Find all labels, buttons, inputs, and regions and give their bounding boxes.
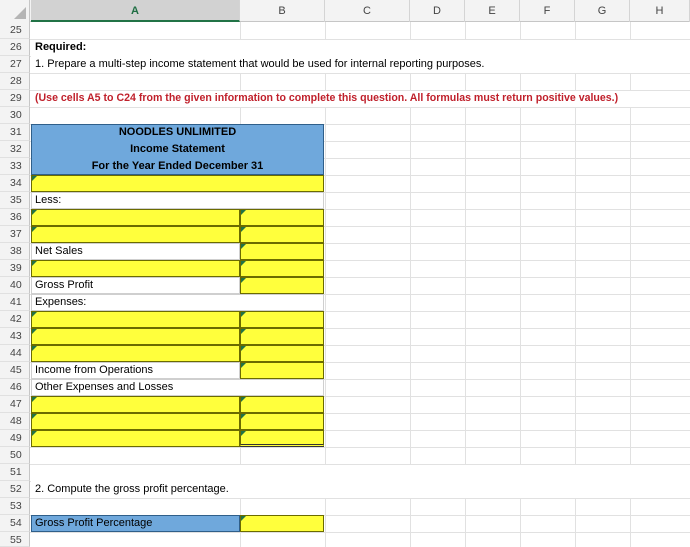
answer-cell[interactable] <box>31 311 240 328</box>
company-name: NOODLES UNLIMITED <box>118 126 237 138</box>
answer-cell[interactable] <box>240 430 324 447</box>
less-label: Less: <box>35 194 62 206</box>
column-header-a[interactable]: A <box>31 0 240 22</box>
row-header[interactable]: 30 <box>0 107 30 124</box>
statement-period: For the Year Ended December 31 <box>91 160 264 172</box>
answer-cell[interactable] <box>31 413 240 430</box>
row-header[interactable]: 29 <box>0 90 30 107</box>
select-all-corner[interactable] <box>0 0 30 22</box>
row-header[interactable]: 55 <box>0 532 30 547</box>
answer-cell[interactable] <box>240 311 324 328</box>
row-header[interactable]: 42 <box>0 311 30 328</box>
answer-cell[interactable] <box>240 413 324 430</box>
row-header[interactable]: 49 <box>0 430 30 447</box>
question-1-text: 1. Prepare a multi-step income statement that would be used for internal reporting purposes. <box>35 58 485 70</box>
row-header[interactable]: 38 <box>0 243 30 260</box>
row-header[interactable]: 39 <box>0 260 30 277</box>
row-header[interactable]: 52 <box>0 481 30 498</box>
column-header-f[interactable]: F <box>520 0 575 22</box>
row-header[interactable]: 32 <box>0 141 30 158</box>
row-header[interactable]: 27 <box>0 56 30 73</box>
income-from-operations-label: Income from Operations <box>35 364 153 376</box>
row-header[interactable]: 25 <box>0 22 30 39</box>
row-header[interactable]: 50 <box>0 447 30 464</box>
gross-profit-percentage-label: Gross Profit Percentage <box>35 517 153 529</box>
answer-cell[interactable] <box>31 430 240 447</box>
other-expenses-label: Other Expenses and Losses <box>35 381 174 393</box>
required-label: Required: <box>35 41 87 53</box>
row-header[interactable]: 48 <box>0 413 30 430</box>
answer-cell[interactable] <box>240 260 324 277</box>
answer-cell[interactable] <box>240 243 324 260</box>
answer-cell[interactable] <box>31 175 324 192</box>
answer-cell[interactable] <box>31 209 240 226</box>
question-2-text: 2. Compute the gross profit percentage. <box>35 483 229 495</box>
row-header[interactable]: 35 <box>0 192 30 209</box>
column-header-g[interactable]: G <box>575 0 630 22</box>
row-header[interactable]: 51 <box>0 464 30 481</box>
row-header[interactable]: 31 <box>0 124 30 141</box>
row-header[interactable]: 44 <box>0 345 30 362</box>
row-header[interactable]: 34 <box>0 175 30 192</box>
answer-cell[interactable] <box>31 260 240 277</box>
answer-cell[interactable] <box>31 328 240 345</box>
row-header[interactable]: 41 <box>0 294 30 311</box>
column-header-h[interactable]: H <box>630 0 690 22</box>
instruction-text: (Use cells A5 to C24 from the given information to complete this question. All formulas must return positive values.) <box>35 92 619 104</box>
statement-title: Income Statement <box>130 143 225 155</box>
answer-cell[interactable] <box>240 362 324 379</box>
row-header[interactable]: 53 <box>0 498 30 515</box>
row-header[interactable]: 45 <box>0 362 30 379</box>
answer-cell[interactable] <box>240 328 324 345</box>
answer-cell[interactable] <box>240 277 324 294</box>
row-header[interactable]: 54 <box>0 515 30 532</box>
answer-cell[interactable] <box>240 345 324 362</box>
answer-cell[interactable] <box>240 396 324 413</box>
answer-cell[interactable] <box>240 226 324 243</box>
answer-cell[interactable] <box>31 345 240 362</box>
expenses-label: Expenses: <box>35 296 87 308</box>
answer-cell[interactable] <box>31 226 240 243</box>
row-header[interactable]: 40 <box>0 277 30 294</box>
gross-profit-percentage-input[interactable] <box>240 515 324 532</box>
net-sales-label: Net Sales <box>35 245 83 257</box>
row-header[interactable]: 47 <box>0 396 30 413</box>
answer-cell[interactable] <box>240 209 324 226</box>
gross-profit-label: Gross Profit <box>35 279 94 291</box>
row-header[interactable]: 33 <box>0 158 30 175</box>
row-header[interactable]: 43 <box>0 328 30 345</box>
row-header[interactable]: 37 <box>0 226 30 243</box>
column-header-d[interactable]: D <box>410 0 465 22</box>
row-header[interactable]: 46 <box>0 379 30 396</box>
row-header[interactable]: 36 <box>0 209 30 226</box>
column-header-b[interactable]: B <box>240 0 325 22</box>
column-header-e[interactable]: E <box>465 0 520 22</box>
answer-cell[interactable] <box>31 396 240 413</box>
row-header[interactable]: 28 <box>0 73 30 90</box>
row-header[interactable]: 26 <box>0 39 30 56</box>
column-header-c[interactable]: C <box>325 0 410 22</box>
